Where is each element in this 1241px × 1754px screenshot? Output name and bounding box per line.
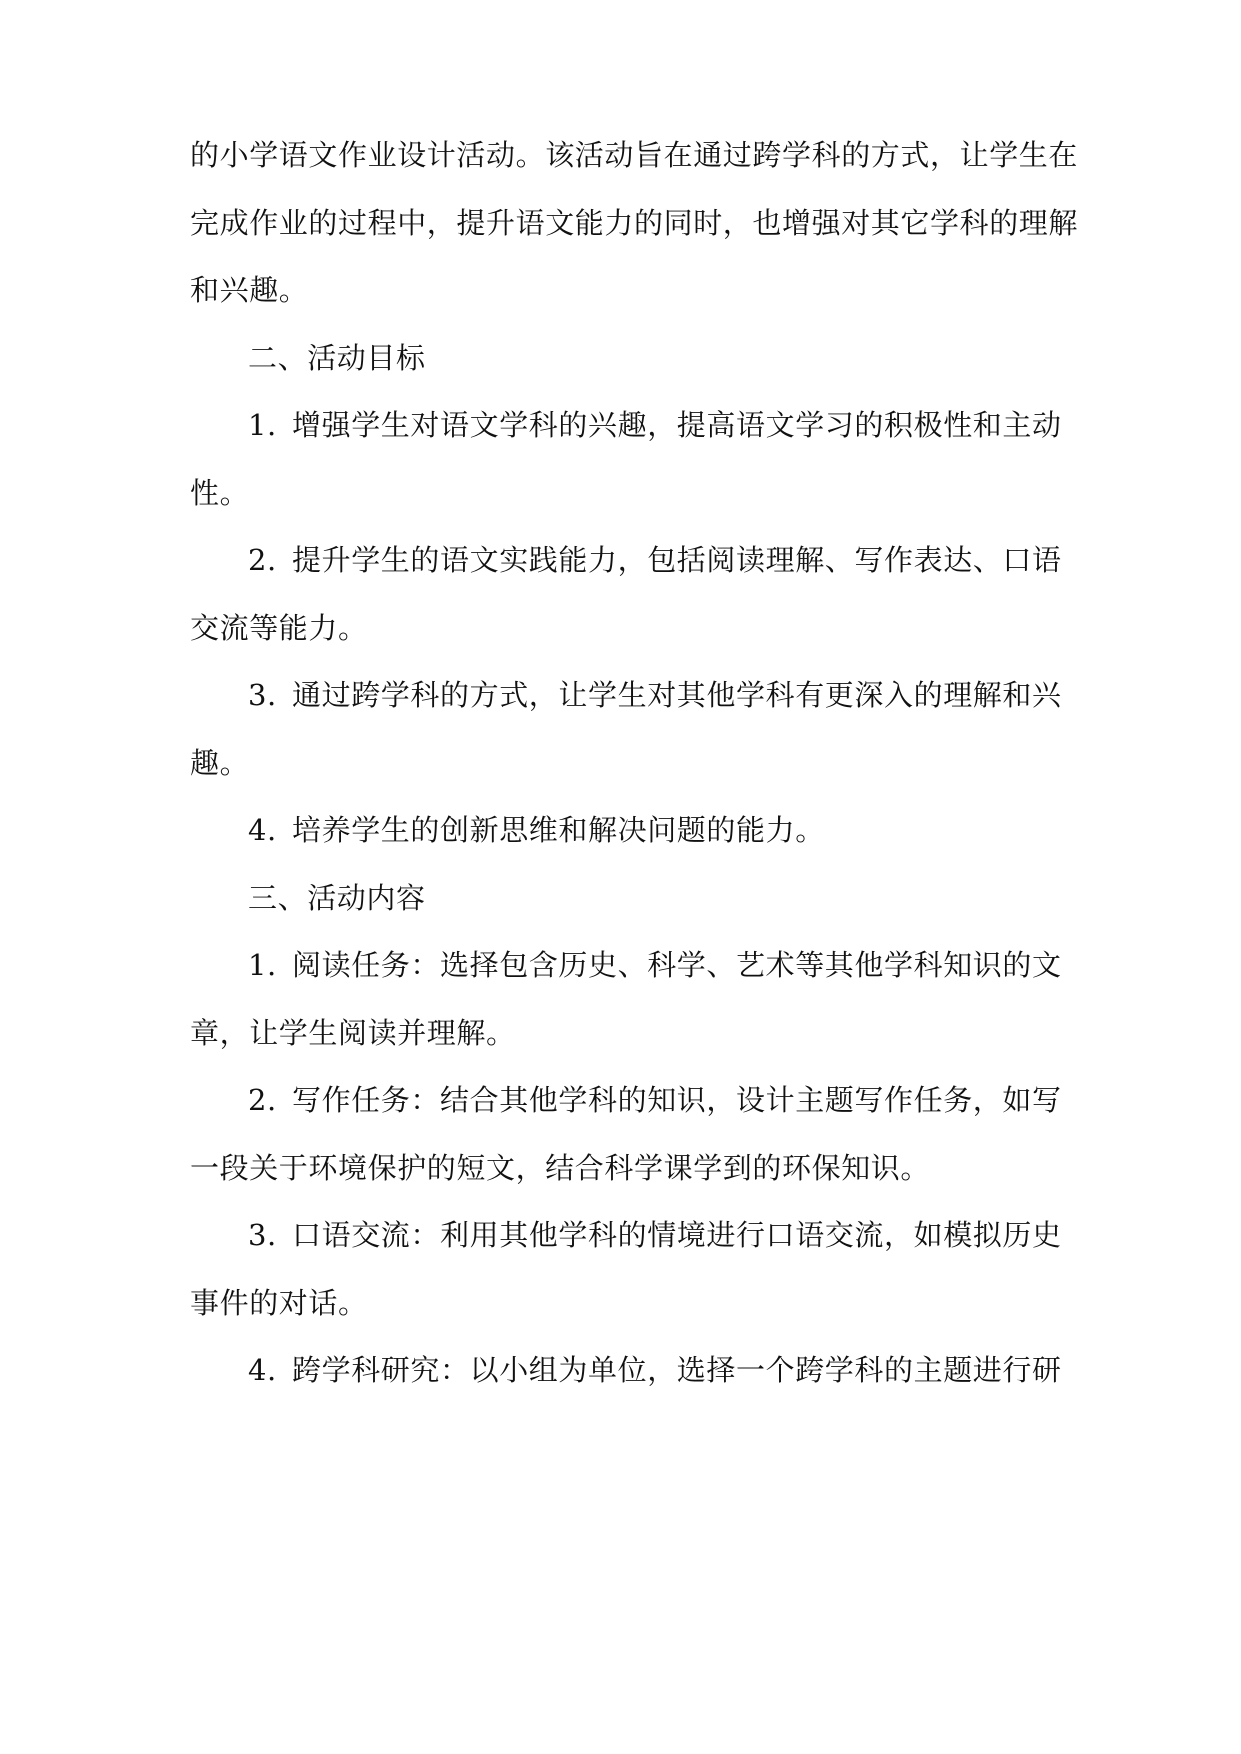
intro-line-1: 的小学语文作业设计活动。该活动旨在通过跨学科的方式，让学生在 xyxy=(190,138,1079,172)
goal-item-3 xyxy=(248,675,1062,715)
content-item-text: 阅读任务：选择包含历史、科学、艺术等其他学科知识的文 xyxy=(292,948,1062,982)
goal-item-2-cont: 交流等能力。 xyxy=(190,611,368,645)
goal-item-number: 1. xyxy=(248,408,277,442)
content-item-text: 跨学科研究：以小组为单位，选择一个跨学科的主题进行研 xyxy=(292,1353,1062,1387)
goal-item-2 xyxy=(248,540,1062,580)
content-item-4 xyxy=(248,1350,1062,1390)
content-item-text: 口语交流：利用其他学科的情境进行口语交流，如模拟历史 xyxy=(292,1218,1062,1252)
content-item-number: 1. xyxy=(248,948,277,982)
content-item-2-cont: 一段关于环境保护的短文，结合科学课学到的环保知识。 xyxy=(190,1151,931,1185)
content-item-number: 4. xyxy=(248,1353,277,1387)
goal-item-number: 3. xyxy=(248,678,277,712)
content-item-number: 2. xyxy=(248,1083,277,1117)
goal-item-1 xyxy=(248,405,1062,445)
goal-item-number: 4. xyxy=(248,813,277,847)
content-item-1-cont: 章，让学生阅读并理解。 xyxy=(190,1016,516,1050)
goal-item-3-cont: 趣。 xyxy=(190,746,250,780)
section-heading-content: 三、活动内容 xyxy=(248,881,426,915)
goal-item-text: 提升学生的语文实践能力，包括阅读理解、写作表达、口语 xyxy=(292,543,1062,577)
content-item-2 xyxy=(248,1080,1062,1120)
content-item-number: 3. xyxy=(248,1218,277,1252)
intro-line-2: 完成作业的过程中，提升语文能力的同时，也增强对其它学科的理解 xyxy=(190,206,1079,240)
goal-item-1-cont: 性。 xyxy=(190,476,250,510)
content-item-text: 写作任务：结合其他学科的知识，设计主题写作任务，如写 xyxy=(292,1083,1062,1117)
goal-item-text: 通过跨学科的方式，让学生对其他学科有更深入的理解和兴 xyxy=(292,678,1062,712)
goal-item-text: 增强学生对语文学科的兴趣，提高语文学习的积极性和主动 xyxy=(292,408,1062,442)
content-item-3 xyxy=(248,1215,1062,1255)
content-item-1 xyxy=(248,945,1062,985)
goal-item-number: 2. xyxy=(248,543,277,577)
content-item-3-cont: 事件的对话。 xyxy=(190,1286,368,1320)
goal-item-text: 培养学生的创新思维和解决问题的能力。 xyxy=(292,813,825,847)
section-heading-goals: 二、活动目标 xyxy=(248,341,426,375)
intro-line-3: 和兴趣。 xyxy=(190,273,309,307)
goal-item-4 xyxy=(248,810,1050,850)
